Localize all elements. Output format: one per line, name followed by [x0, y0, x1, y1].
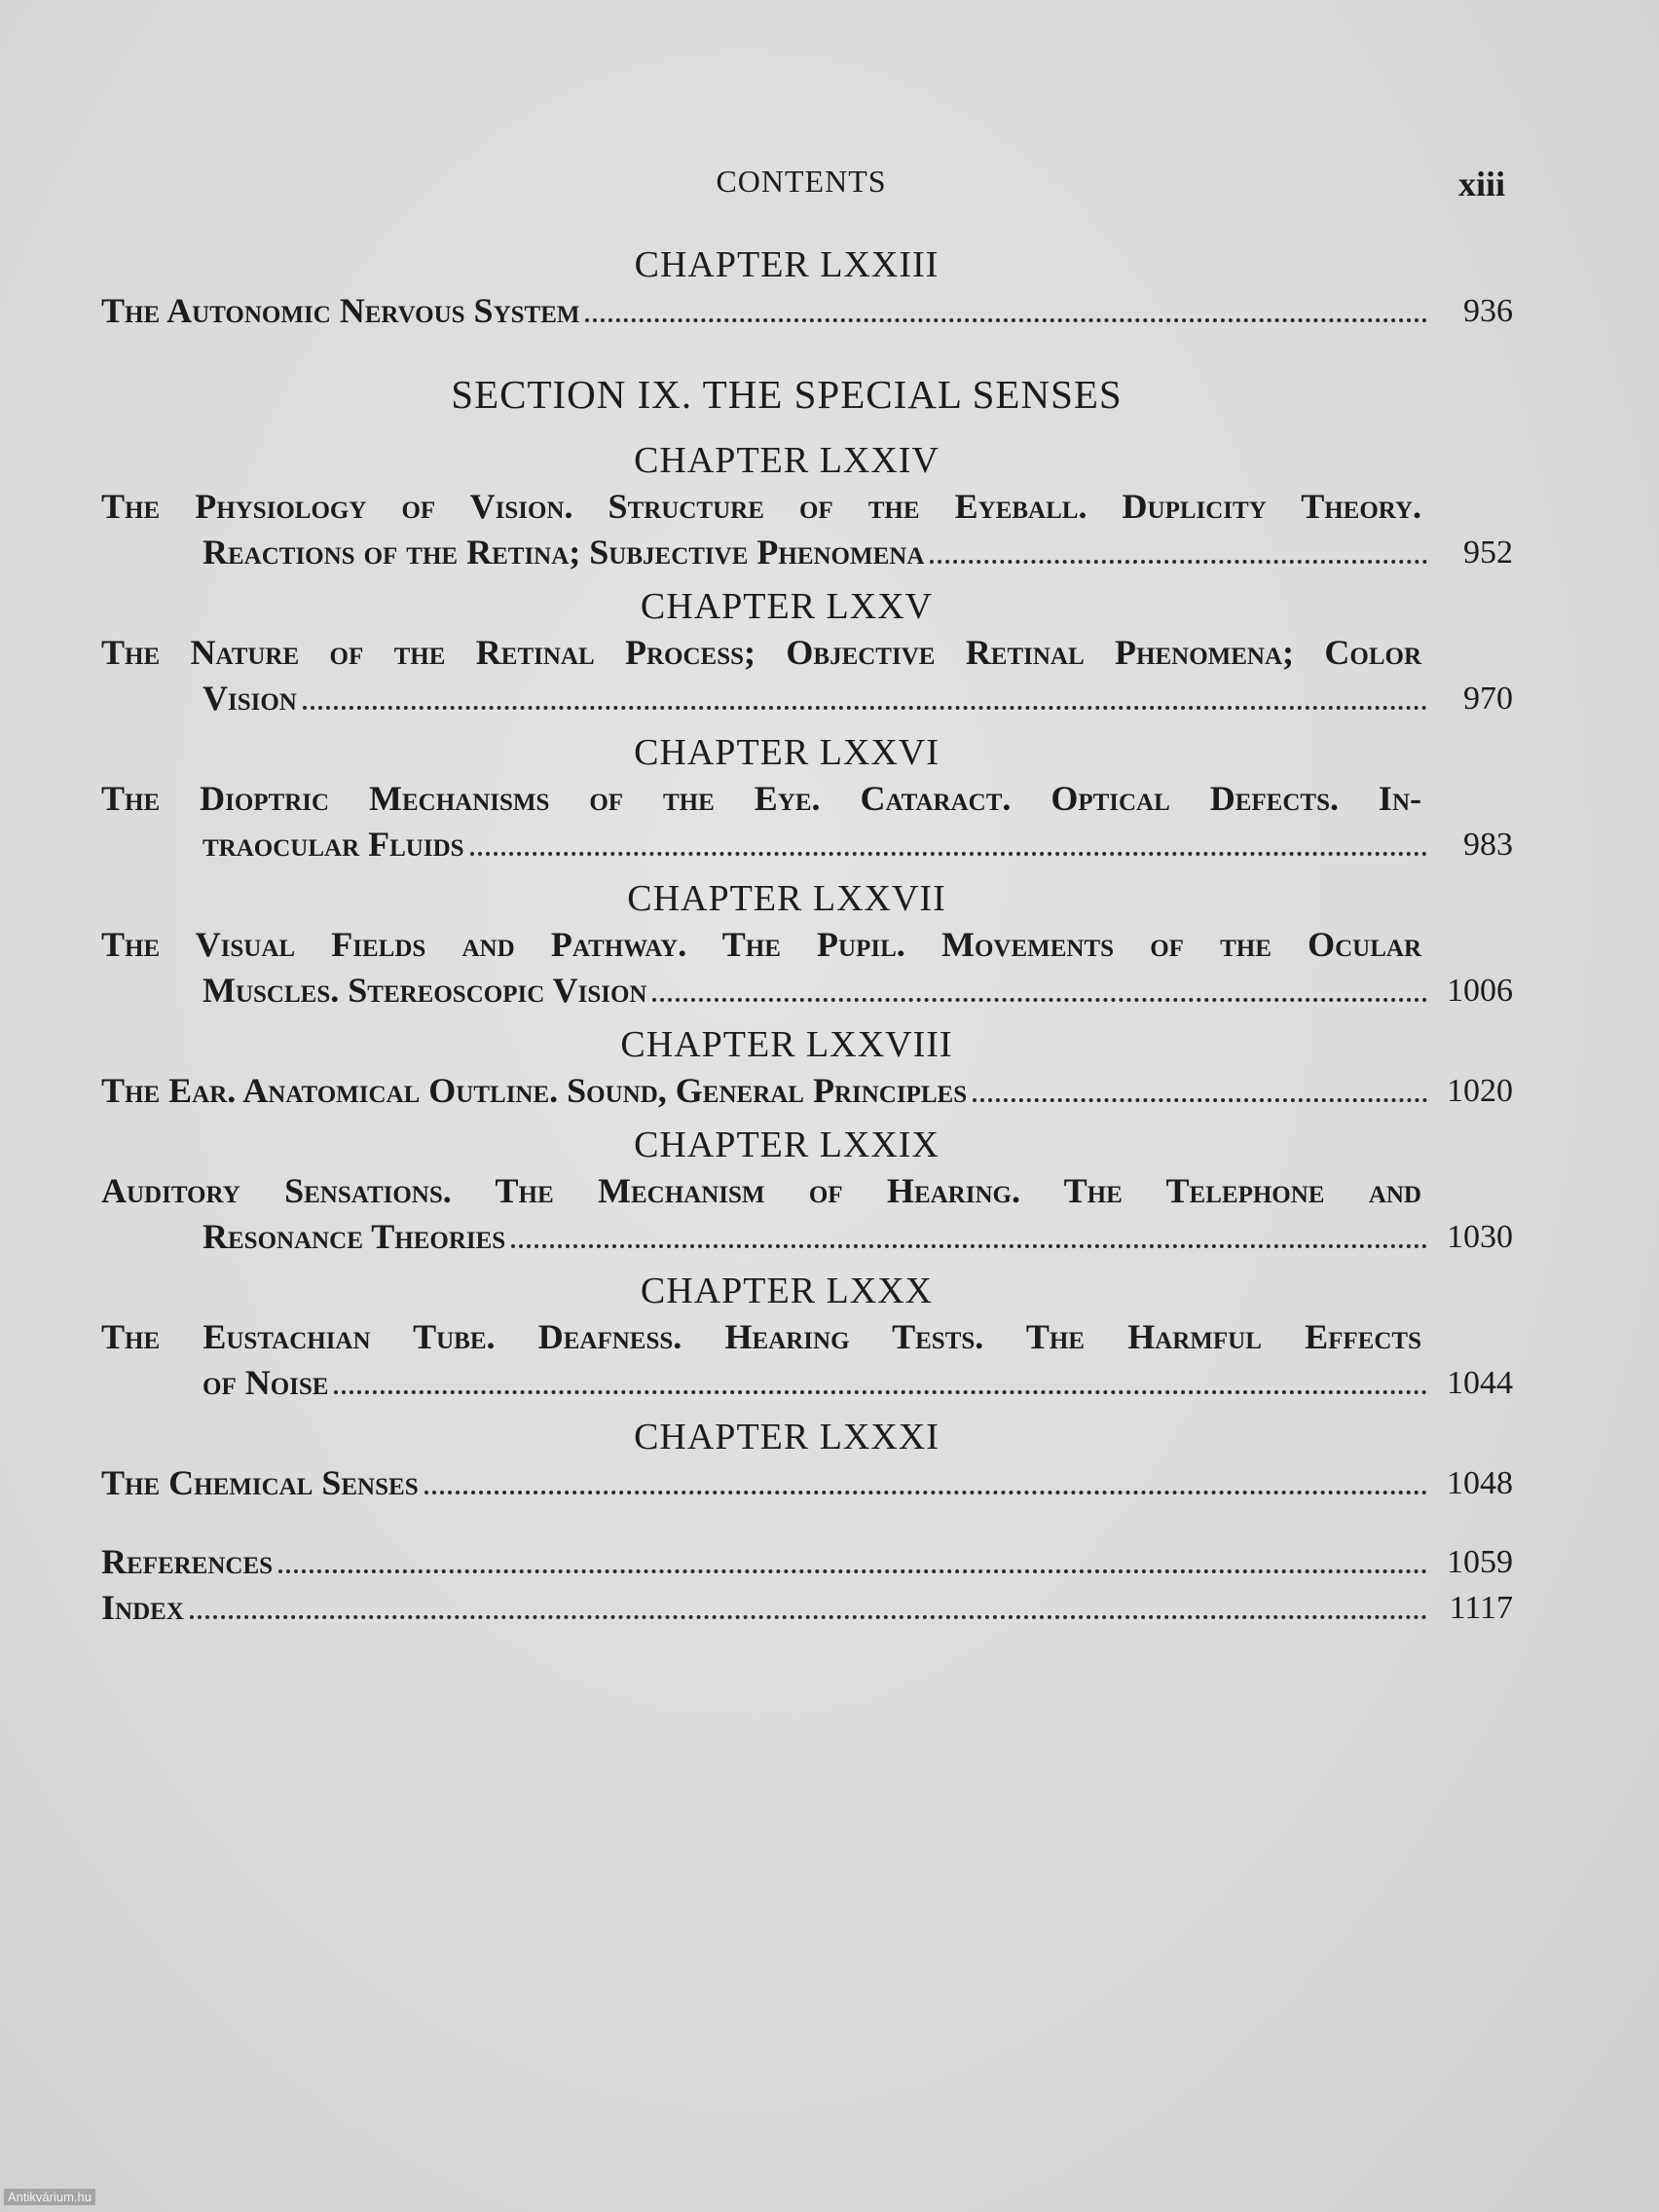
toc-entry-index: [101, 1585, 1513, 1631]
toc-entry: [101, 968, 1513, 1014]
entry-title-line1: The Dioptric Mechanisms of the Eye. Cataract. Optical Defects. In-: [101, 779, 1421, 818]
entry-title-line2: Vision: [203, 679, 297, 718]
entry-title-line2: traocular Fluids: [203, 825, 464, 864]
dot-leader: [278, 1568, 1427, 1573]
entry-title-line1: The Physiology of Vision. Structure of the Eyeball. Duplicity Theory.: [101, 487, 1421, 526]
toc-entry: [101, 1214, 1513, 1260]
dot-leader: [585, 317, 1427, 322]
entry-title: The Autonomic Nervous System: [101, 291, 580, 330]
dot-leader: [303, 705, 1427, 710]
entry-title: Index: [101, 1588, 184, 1627]
toc-entry: [101, 1068, 1513, 1114]
dot-leader: [973, 1097, 1427, 1102]
chapter-75: [101, 585, 1513, 721]
watermark: Antikvárium.hu: [4, 2189, 95, 2205]
chapter-heading: CHAPTER LXXIV: [634, 440, 940, 481]
dot-leader: [424, 1490, 1427, 1494]
dot-leader: [930, 559, 1427, 564]
chapter-heading: CHAPTER LXXVII: [627, 878, 946, 919]
chapter-77: [101, 877, 1513, 1014]
entry-title: The Chemical Senses: [101, 1463, 419, 1502]
entry-title-line2: Resonance Theories: [203, 1217, 506, 1256]
entry-title-line1: The Eustachian Tube. Deafness. Hearing Tests. The Harmful Effects: [101, 1317, 1421, 1356]
entry-title: References: [101, 1542, 274, 1581]
dot-leader: [652, 997, 1427, 1002]
chapter-81: [101, 1416, 1513, 1506]
page-number: 1006: [1447, 973, 1513, 1009]
dot-leader: [470, 851, 1427, 856]
chapter-heading: CHAPTER LXXX: [640, 1271, 934, 1311]
entry-title-line2: of Noise: [203, 1363, 329, 1402]
page-number: 1059: [1447, 1544, 1513, 1580]
entry-title-line1: Auditory Sensations. The Mechanism of Hearing. The Telephone and: [101, 1171, 1421, 1210]
chapter-heading: CHAPTER LXXVI: [634, 732, 940, 773]
chapter-78: [101, 1023, 1513, 1114]
toc-entry-references: [101, 1539, 1513, 1585]
page-number: 1117: [1449, 1590, 1513, 1626]
chapter-74: [101, 439, 1513, 575]
page-number: 936: [1463, 293, 1513, 329]
entry-title-line2: Reactions of the Retina; Subjective Phenomena: [203, 533, 925, 571]
chapter-80: [101, 1270, 1513, 1406]
page-number: 983: [1463, 827, 1513, 863]
chapter-heading: CHAPTER LXXIII: [634, 244, 940, 285]
chapter-heading: CHAPTER LXXVIII: [620, 1024, 953, 1065]
toc-entry: [101, 530, 1513, 575]
entry-title: The Ear. Anatomical Outline. Sound, General Principles: [101, 1071, 968, 1110]
table-of-contents: [101, 243, 1513, 1631]
chapter-73: [101, 243, 1513, 334]
page-number: 970: [1463, 681, 1513, 717]
toc-entry: [101, 288, 1513, 334]
dot-leader: [190, 1614, 1427, 1619]
dot-leader: [334, 1389, 1427, 1394]
page-number: 1020: [1447, 1073, 1513, 1109]
page-number: 952: [1463, 535, 1513, 571]
chapter-79: [101, 1124, 1513, 1260]
chapter-heading: CHAPTER LXXXI: [634, 1417, 940, 1457]
page-number: 1048: [1447, 1465, 1513, 1501]
back-matter: [101, 1539, 1513, 1631]
chapter-heading: CHAPTER LXXIX: [634, 1124, 940, 1165]
toc-entry: [101, 1460, 1513, 1506]
running-head: [0, 164, 1659, 203]
toc-entry: [101, 1360, 1513, 1406]
chapter-76: [101, 731, 1513, 867]
entry-title-line2: Muscles. Stereoscopic Vision: [203, 971, 647, 1010]
running-title: CONTENTS: [716, 164, 887, 199]
section-heading: SECTION IX. THE SPECIAL SENSES: [451, 372, 1123, 417]
entry-title-line1: The Nature of the Retinal Process; Objective Retinal Phenomena; Color: [101, 633, 1421, 672]
toc-entry: [101, 822, 1513, 867]
page-number: 1030: [1447, 1219, 1513, 1255]
entry-title-line1: The Visual Fields and Pathway. The Pupil. Movements of the Ocular: [101, 925, 1421, 964]
toc-entry: [101, 676, 1513, 721]
dot-leader: [511, 1243, 1427, 1248]
page-folio: xiii: [1457, 165, 1505, 203]
page-number: 1044: [1447, 1365, 1513, 1401]
chapter-heading: CHAPTER LXXV: [640, 586, 934, 627]
